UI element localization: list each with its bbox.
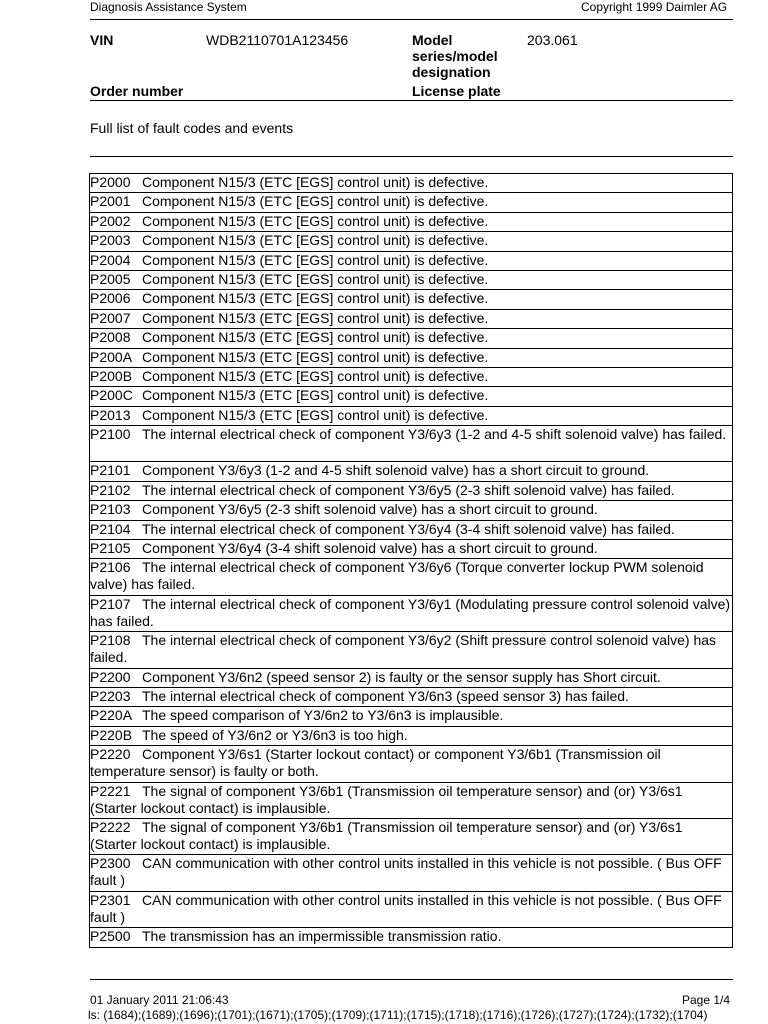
fault-code: P2107 [90, 595, 131, 612]
fault-description: CAN communication with other control units installed in this vehicle is not possible. ( Bus OFF fault ) [90, 891, 722, 925]
vehicle-rule [90, 100, 733, 101]
fault-row [90, 252, 732, 271]
fault-code: P2007 [90, 309, 131, 326]
fault-row [90, 501, 732, 520]
fault-description: The internal electrical check of component Y3/6y4 (3-4 shift solenoid valve) has failed. [142, 520, 675, 537]
fault-row [90, 928, 732, 946]
fault-code: P2221 [90, 782, 131, 799]
fault-code: P200A [90, 348, 133, 365]
fault-code: P2100 [90, 426, 131, 443]
fault-row [90, 727, 732, 746]
fault-row [90, 387, 732, 406]
fault-row [90, 426, 732, 462]
fault-row [90, 368, 732, 387]
fault-code: P2008 [90, 329, 131, 346]
fault-code: P2101 [90, 462, 131, 479]
license-plate-label: License plate [412, 83, 501, 99]
fault-row [90, 329, 732, 348]
fault-code: P2301 [90, 891, 131, 908]
fault-code: P220B [90, 726, 133, 743]
fault-row [90, 596, 732, 632]
fault-code: P2002 [90, 212, 131, 229]
fault-row [90, 819, 732, 855]
footer-ids: ls: (1684);(1689);(1696);(1701);(1671);(1705);(1709);(1711);(1715);(1718);(1716);(1726);(1727);(1724);(1732);(1704) [88, 1008, 708, 1022]
fault-table [89, 173, 733, 948]
vin-label: VIN [90, 32, 114, 48]
fault-description: Component N15/3 (ETC [EGS] control unit) is defective. [142, 348, 489, 365]
fault-description: Component N15/3 (ETC [EGS] control unit) is defective. [142, 212, 489, 229]
fault-code: P2103 [90, 501, 131, 518]
fault-row [90, 855, 732, 891]
fault-row [90, 213, 732, 232]
fault-row [90, 462, 732, 481]
fault-description: The internal electrical check of component Y3/6y1 (Modulating pressure control solenoid valve) has failed. [90, 595, 731, 629]
fault-code: P2003 [90, 232, 131, 249]
order-number-label: Order number [90, 83, 184, 99]
fault-code: P2000 [90, 174, 131, 190]
vin-value: WDB2110701A123456 [206, 32, 349, 48]
footer-rule [90, 979, 733, 980]
fault-description: Component Y3/6y5 (2-3 shift solenoid valve) has a short circuit to ground. [142, 501, 598, 518]
fault-code: P2203 [90, 687, 131, 704]
fault-description: Component N15/3 (ETC [EGS] control unit) is defective. [142, 174, 489, 190]
fault-row [90, 707, 732, 726]
fault-description: Component Y3/6n2 (speed sensor 2) is faulty or the sensor supply has Short circuit. [142, 668, 661, 685]
fault-description: Component N15/3 (ETC [EGS] control unit) is defective. [142, 387, 489, 404]
header-system: Diagnosis Assistance System [90, 0, 247, 14]
fault-code: P2005 [90, 270, 131, 287]
footer-page: Page 1/4 [682, 993, 731, 1007]
fault-row [90, 892, 732, 928]
fault-description: Component N15/3 (ETC [EGS] control unit) is defective. [142, 193, 489, 210]
fault-row [90, 632, 732, 668]
fault-code: P2013 [90, 406, 131, 423]
fault-description: Component N15/3 (ETC [EGS] control unit) is defective. [142, 270, 489, 287]
fault-code: P2105 [90, 540, 131, 557]
fault-description: Component Y3/6y4 (3-4 shift solenoid valve) has a short circuit to ground. [142, 540, 598, 557]
fault-code: P2001 [90, 193, 131, 210]
fault-description: The internal electrical check of component Y3/6y5 (2-3 shift solenoid valve) has failed. [142, 481, 675, 498]
fault-description: CAN communication with other control units installed in this vehicle is not possible. ( Bus OFF fault ) [90, 855, 722, 889]
model-label-line3: designation [412, 64, 491, 80]
fault-description: Component Y3/6y3 (1-2 and 4-5 shift solenoid valve) has a short circuit to ground. [142, 462, 650, 479]
fault-row [90, 540, 732, 559]
fault-row [90, 271, 732, 290]
fault-row [90, 482, 732, 501]
header-copyright: Copyright 1999 Daimler AG [581, 0, 728, 14]
title-rule [90, 156, 733, 157]
fault-row [90, 407, 732, 426]
fault-description: Component N15/3 (ETC [EGS] control unit) is defective. [142, 290, 489, 307]
footer-datetime: 01 January 2011 21:06:43 [90, 993, 229, 1007]
fault-description: Component N15/3 (ETC [EGS] control unit) is defective. [142, 329, 489, 346]
fault-code: P2222 [90, 818, 131, 835]
model-label [412, 32, 498, 80]
fault-row [90, 746, 732, 782]
fault-row [90, 783, 732, 819]
model-label-line1: Model [412, 32, 453, 48]
fault-description: The signal of component Y3/6b1 (Transmission oil temperature sensor) and (or) Y3/6s1 (Starter lockout contact) is implausible. [90, 818, 683, 852]
fault-description: The speed of Y3/6n2 or Y3/6n3 is too high. [142, 726, 408, 743]
fault-row [90, 174, 732, 193]
fault-code: P2106 [90, 559, 131, 576]
fault-code: P2500 [90, 928, 131, 945]
fault-row [90, 349, 732, 368]
fault-code: P2004 [90, 251, 131, 268]
fault-code: P200B [90, 367, 133, 384]
fault-description: The internal electrical check of component Y3/6n3 (speed sensor 3) has failed. [142, 687, 629, 704]
fault-row [90, 559, 732, 595]
fault-code: P2006 [90, 290, 131, 307]
fault-description: Component N15/3 (ETC [EGS] control unit) is defective. [142, 309, 489, 326]
fault-code: P2200 [90, 668, 131, 685]
fault-row [90, 669, 732, 688]
fault-row [90, 290, 732, 309]
fault-row [90, 193, 732, 212]
fault-description: Component N15/3 (ETC [EGS] control unit) is defective. [142, 406, 489, 423]
fault-description: The transmission has an impermissible transmission ratio. [142, 928, 502, 945]
fault-description: Component Y3/6s1 (Starter lockout contact) or component Y3/6b1 (Transmission oil temperature sensor) is faulty or both. [90, 746, 661, 780]
fault-code: P2220 [90, 746, 131, 763]
fault-description: The speed comparison of Y3/6n2 to Y3/6n3 is implausible. [142, 707, 504, 724]
model-value: 203.061 [527, 32, 578, 48]
fault-row [90, 521, 732, 540]
page-title: Full list of fault codes and events [90, 120, 294, 136]
fault-code: P2102 [90, 481, 131, 498]
model-label-line2: series/model [412, 48, 498, 64]
fault-code: P2108 [90, 632, 131, 649]
fault-description: The internal electrical check of component Y3/6y3 (1-2 and 4-5 shift solenoid valve) has failed. [142, 426, 727, 443]
fault-description: Component N15/3 (ETC [EGS] control unit) is defective. [142, 232, 489, 249]
fault-code: P2300 [90, 855, 131, 872]
fault-code: P200C [90, 387, 133, 404]
header-rule [90, 19, 733, 20]
fault-description: The signal of component Y3/6b1 (Transmission oil temperature sensor) and (or) Y3/6s1 (Starter lockout contact) is implausible. [90, 782, 683, 816]
fault-description: The internal electrical check of component Y3/6y2 (Shift pressure control solenoid valve) has failed. [90, 632, 717, 666]
fault-code: P2104 [90, 520, 131, 537]
fault-row [90, 232, 732, 251]
fault-description: Component N15/3 (ETC [EGS] control unit) is defective. [142, 367, 489, 384]
fault-row [90, 688, 732, 707]
fault-row [90, 310, 732, 329]
fault-description: Component N15/3 (ETC [EGS] control unit) is defective. [142, 251, 489, 268]
fault-description: The internal electrical check of component Y3/6y6 (Torque converter lockup PWM solenoid valve) has failed. [90, 559, 704, 593]
fault-code: P220A [90, 707, 133, 724]
